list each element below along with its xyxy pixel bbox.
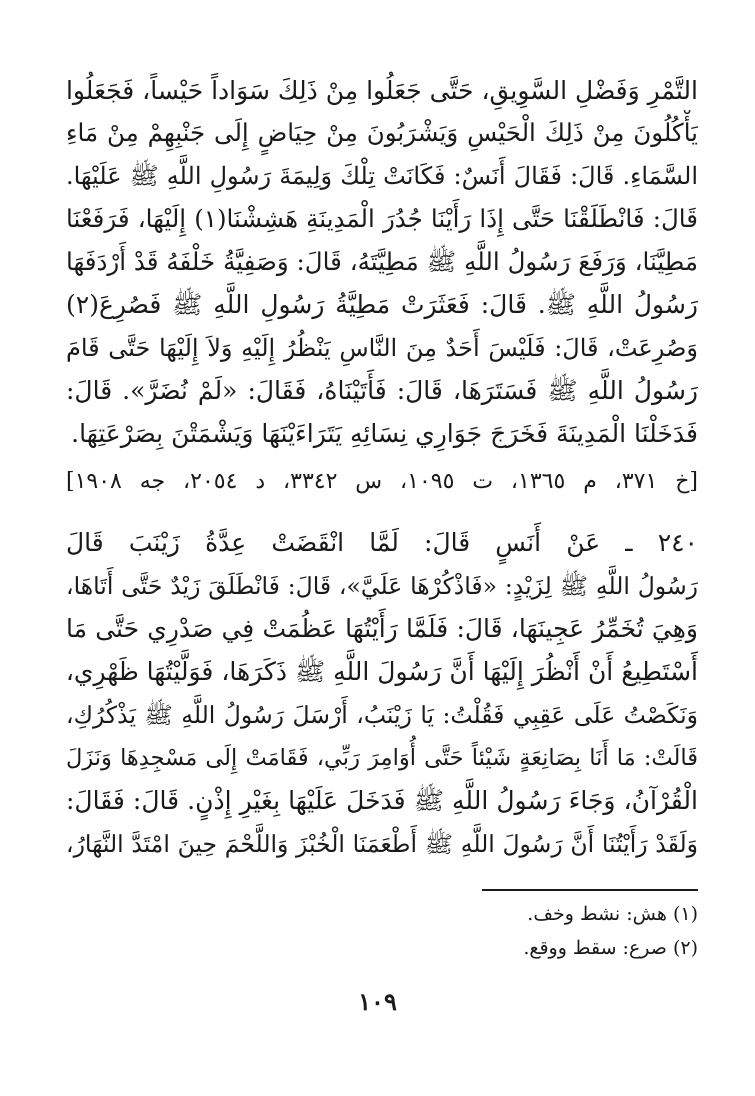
text-line: قَالَتْ: مَا أَنَا بِصَانِعَةٍ شَيْئاً حَتَّى أُوَامِرَ رَبِّي، فَقَامَتْ إِلَى مَسْجِدِهَا وَنَزَلَ — [66, 745, 698, 771]
hadith-source-reference: [خ ٣٧١، م ١٣٦٥، ت ١٠٩٥، س ٣٣٤٢، د ٢٠٥٤، جه ١٩٠٨] — [66, 469, 698, 494]
text-line: الْقُرْآنُ، وَجَاءَ رَسُولُ اللَّهِ ﷺ فَدَخَلَ عَلَيْهَا بِغَيْرِ إِذْنٍ. قَالَ: فَقَالَ: — [66, 786, 698, 815]
text-line: رَسُولُ اللَّهِ ﷺ فَسَتَرَهَا، قَالَ: فَأَتَيْنَاهُ، فَقَالَ: «لَمْ نُضَرَّ». قَالَ: — [66, 376, 698, 405]
text-line: التَّمْرِ وَفَضْلِ السَّوِيقِ، حَتَّى جَعَلُوا مِنْ ذَلِكَ سَوَاداً حَيْساً، فَجَعَلُوا — [66, 76, 698, 105]
text-line: وَنَكَصْتُ عَلَى عَقِبِي فَقُلْتُ: يَا زَيْنَبُ، أَرْسَلَ رَسُولُ اللَّهِ ﷺ يَذْكُرُكِ، — [66, 701, 698, 729]
text-line: ٢٤٠ ـ عَنْ أَنَسٍ قَالَ: لَمَّا انْقَضَتْ عِدَّةُ زَيْنَبَ قَالَ — [66, 528, 698, 557]
text-line: وَصُرِعَتْ، قَالَ: فَلَيْسَ أَحَدٌ مِنَ النَّاسِ يَنْظُرُ إِلَيْهِ وَلاَ إِلَيْهَا حَتَّى قَامَ — [66, 334, 698, 362]
text-line: رَسُولُ اللَّهِ ﷺ لِزَيْدٍ: «فَاذْكُرْهَا عَلَيَّ»، قَالَ: فَانْطَلَقَ زَيْدٌ حَتَّى أَتَاهَا، — [66, 572, 698, 600]
footnote-divider — [482, 889, 698, 891]
text-line: فَدَخَلْنَا الْمَدِينَةَ فَخَرَجَ جَوَارِي نِسَائِهِ يَتَرَاءَيْنَهَا وَيَشْمَتْنَ بِصَرْعَتِهَا. — [71, 419, 698, 448]
text-line: يَأْكُلُونَ مِنْ ذَلِكَ الْحَيْسِ وَيَشْرَبُونَ مِنْ حِيَاضٍ إِلَى جَنْبِهِمْ مِنْ مَاءِ — [66, 118, 698, 147]
text-line: السَّمَاءِ. قَالَ: فَقَالَ أَنَسٌ: فَكَانَتْ تِلْكَ وَلِيمَةَ رَسُولِ اللَّهِ ﷺ عَلَيْهَا. — [66, 162, 698, 190]
footnote: (٢) صرع: سقط ووقع. — [523, 937, 698, 959]
text-line: مَطِيَّنَا، وَرَفَعَ رَسُولُ اللَّهِ ﷺ مَطِيَّتَهُ، قَالَ: وَصَفِيَّةُ خَلْفَهُ قَدْ أَرْدَفَهَا — [66, 247, 698, 276]
text-line: قَالَ: فَانْطَلَقْنَا حَتَّى إِذَا رَأَيْنَا جُدُرَ الْمَدِينَةِ هَشِشْنَا(١) إِلَيْهَا، فَرَفَعْنَا — [66, 204, 698, 233]
text-line: وَلَقَدْ رَأَيْتُنَا أَنَّ رَسُولَ اللَّهِ ﷺ أَطْعَمَنَا الْخُبْزَ وَاللَّحْمَ حِينَ امْتَدَّ النَّهَارُ، — [66, 830, 698, 858]
text-line: أَسْتَطِيعُ أَنْ أَنْظُرَ إِلَيْهَا أَنَّ رَسُولَ اللَّهِ ﷺ ذَكَرَهَا، فَوَلَّيْتُهَا ظَهْرِي، — [66, 657, 698, 686]
text-line: رَسُولُ اللَّهِ ﷺ. قَالَ: فَعَثَرَتْ مَطِيَّةُ رَسُولِ اللَّهِ ﷺ فَصُرِعَ(٢) — [66, 290, 698, 319]
text-line: وَهِيَ تُخَمِّرُ عَجِينَهَا، قَالَ: فَلَمَّا رَأَيْتُهَا عَظُمَتْ فِي صَدْرِي حَتَّى مَا — [66, 614, 698, 643]
footnote: (١) هش: نشط وخف. — [527, 903, 698, 925]
page-number: ١٠٩ — [358, 987, 397, 1016]
